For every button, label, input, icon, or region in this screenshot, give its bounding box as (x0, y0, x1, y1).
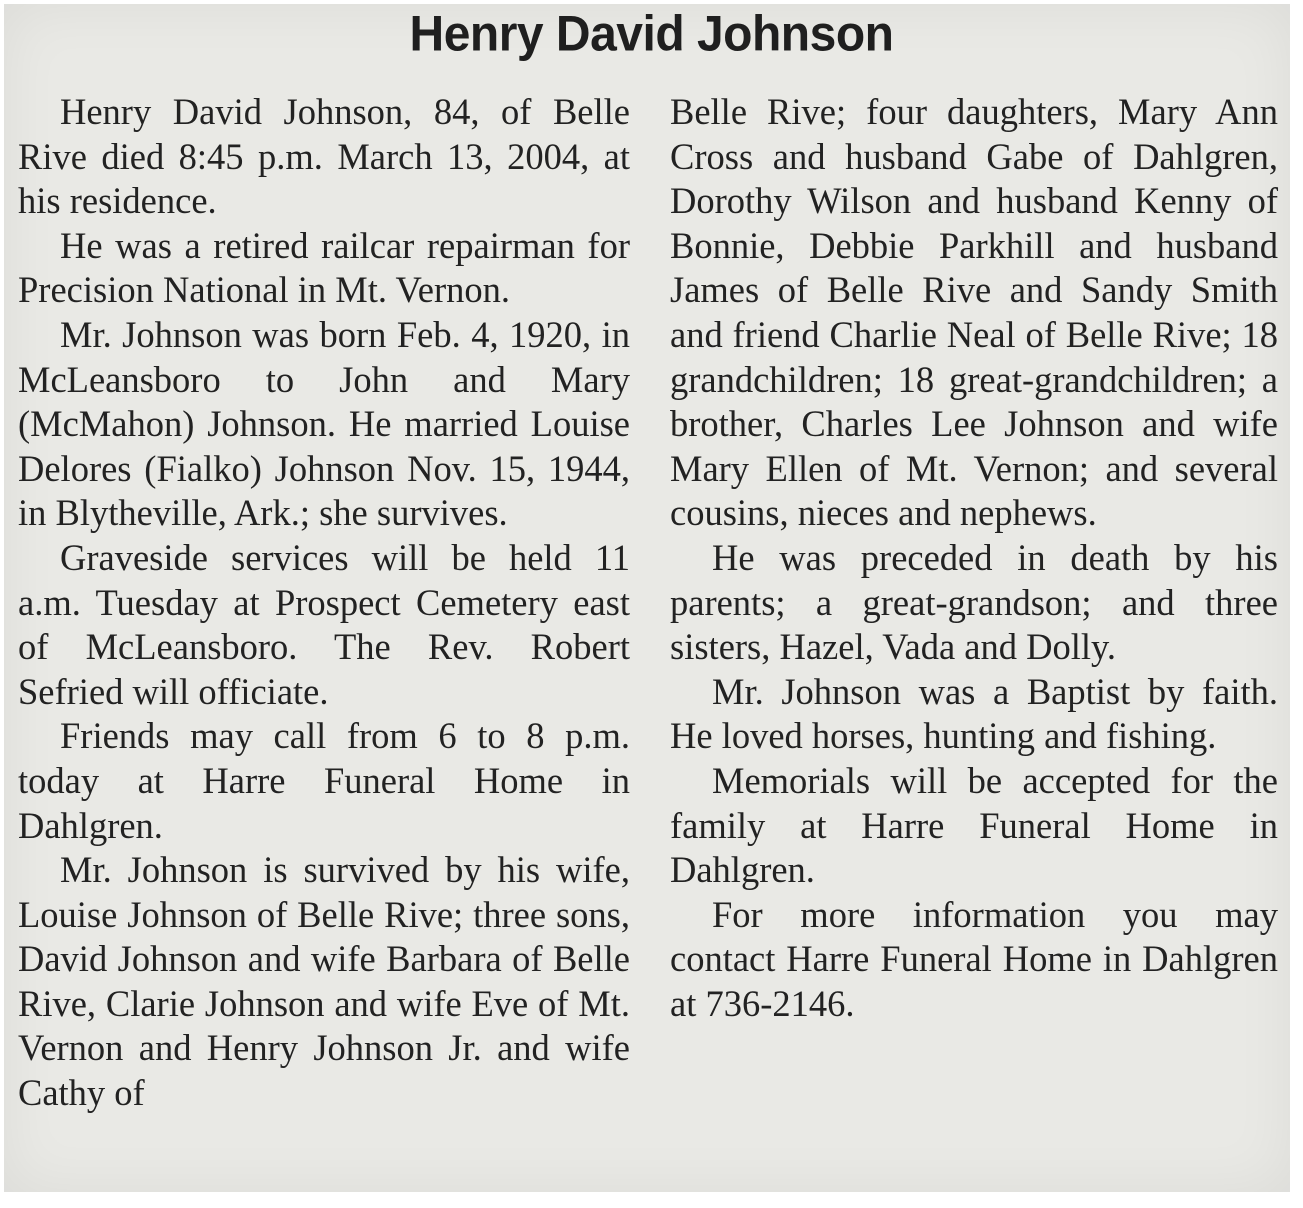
paragraph-contact-info: For more information you may contact Harre Funeral Home in Dahlgren at 736-2146. (670, 893, 1278, 1024)
paragraph-visitation: Friends may call from 6 to 8 p.m. today at Harre Funeral Home in Dahlgren. (18, 715, 630, 846)
paragraph-birth-marriage: Mr. Johnson was born Feb. 4, 1920, in McLeansboro to John and Mary (McMahon) Johnson. He married Louise Delores (Fialko) Johnson Nov. 15, 1944, in Blytheville, Ark.; she survives. (18, 313, 630, 534)
paragraph-survivors-continued: Belle Rive; four daughters, Mary Ann Cross and husband Gabe of Dahlgren, Dorothy Wilson and husband Kenny of Bonnie, Debbie Parkhill and husband James of Belle Rive and Sandy Smith and friend Charlie Neal of Belle Rive; 18 grandchildren; 18 great-grandchildren; a brother, Charles Lee Johnson and wife Mary Ellen of Mt. Vernon; and several cousins, nieces and nephews. (670, 91, 1278, 534)
paragraph-preceded-in-death: He was preceded in death by his parents; a great-grandson; and three sisters, Hazel, Vada and Dolly. (670, 536, 1278, 668)
paragraph-memorials: Memorials will be accepted for the family at Harre Funeral Home in Dahlgren. (670, 759, 1278, 891)
paragraph-survivors-start: Mr. Johnson is survived by his wife, Louise Johnson of Belle Rive; three sons, David Johnson and wife Barbara of Belle Rive, Clarie Johnson and wife Eve of Mt. Vernon and Henry Johnson Jr. and wife Cathy of (18, 849, 630, 1114)
paragraph-death-notice: Henry David Johnson, 84, of Belle Rive died 8:45 p.m. March 13, 2004, at his residence. (18, 91, 630, 222)
paragraph-graveside-services: Graveside services will be held 11 a.m. Tuesday at Prospect Cemetery east of McLeansboro. The Rev. Robert Sefried will officiate. (18, 536, 630, 712)
right-column (670, 90, 1278, 1026)
paragraph-faith-hobbies: Mr. Johnson was a Baptist by faith. He loved horses, hunting and fishing. (670, 670, 1278, 757)
obituary-headline: Henry David Johnson (409, 6, 894, 62)
left-column (18, 90, 630, 1116)
paragraph-occupation: He was a retired railcar repairman for Precision National in Mt. Vernon. (18, 224, 630, 311)
